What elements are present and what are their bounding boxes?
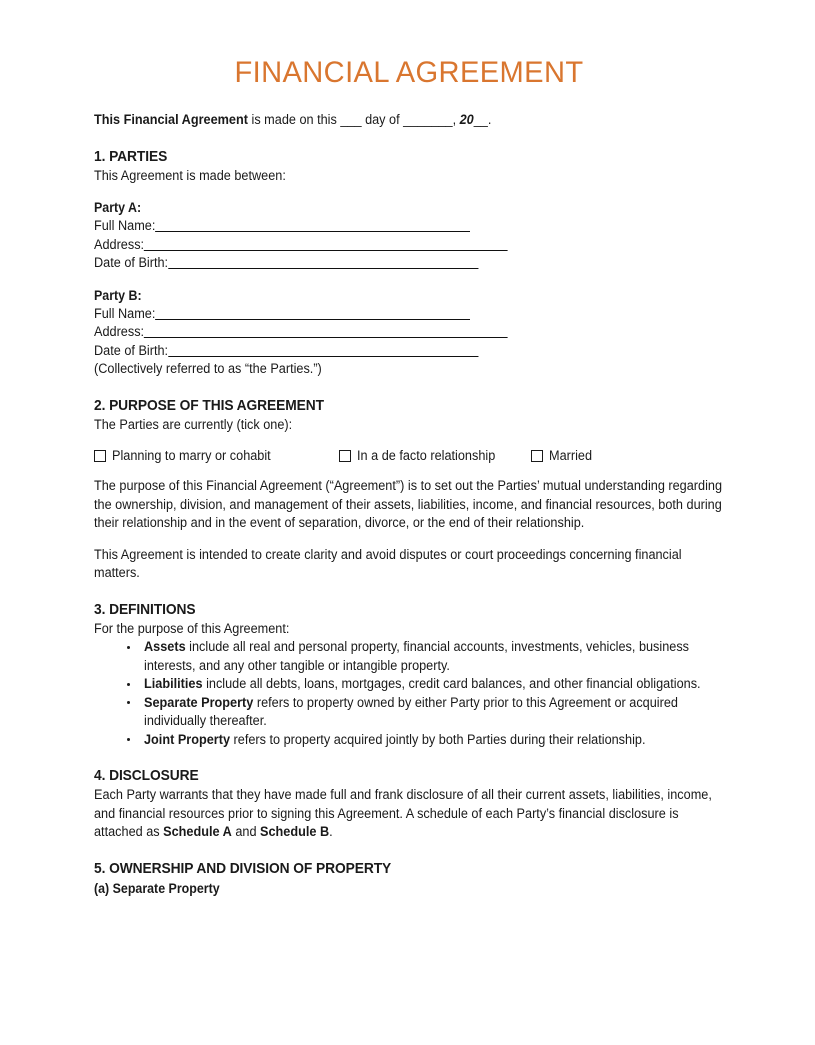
- checkbox-icon[interactable]: [339, 450, 351, 462]
- disclosure-text-2: and: [231, 824, 261, 839]
- definition-text: include all real and personal property, financial accounts, investments, vehicles, business interests, and any other tangible or intangible property.: [144, 639, 690, 673]
- purpose-lead: The Parties are currently (tick one):: [94, 416, 293, 432]
- party-a-full-name-label: Full Name:: [94, 218, 156, 233]
- schedule-b-reference: Schedule B: [260, 824, 330, 839]
- definition-text: refers to property acquired jointly by both Parties during their relationship.: [230, 731, 646, 747]
- party-b-address-field[interactable]: [94, 323, 724, 342]
- party-b-full-name-field[interactable]: [94, 305, 724, 324]
- party-b-dob-label: Date of Birth:: [94, 342, 169, 358]
- party-a-full-name-field[interactable]: [94, 217, 724, 236]
- definition-text: refers to property owned by either Party prior to this Agreement or acquired individually thereafter.: [144, 694, 678, 728]
- definitions-list: [94, 638, 724, 749]
- section-heading-disclosure: 4. DISCLOSURE: [94, 767, 199, 784]
- party-a-address-rule[interactable]: [144, 237, 508, 251]
- checkbox-option-de-facto[interactable]: [339, 447, 504, 466]
- purpose-paragraph-2: This Agreement is intended to create clarity and avoid disputes or court proceedings concerning financial matters.: [94, 546, 682, 580]
- party-b-label: Party B:: [94, 287, 142, 303]
- parties-lead: This Agreement is made between:: [94, 167, 286, 183]
- party-b-full-name-rule[interactable]: [155, 306, 470, 320]
- section-heading-definitions: 3. DEFINITIONS: [94, 600, 196, 618]
- schedule-a-reference: Schedule A: [163, 824, 232, 839]
- intro-bold-lead: This Financial Agreement: [94, 112, 248, 127]
- party-a-dob-label: Date of Birth:: [94, 255, 169, 270]
- list-item: [94, 638, 724, 675]
- party-b-address-label: Address:: [94, 324, 145, 339]
- checkbox-label: In a de facto relationship: [357, 448, 496, 463]
- list-item: [94, 731, 724, 750]
- checkbox-label: Planning to marry or cohabit: [112, 448, 271, 463]
- intro-rest-2: __.: [473, 112, 492, 127]
- relationship-status-options: [94, 447, 724, 469]
- definition-term: Liabilities: [144, 676, 203, 691]
- disclosure-text-1: Each Party warrants that they have made full and frank disclosure of all their current assets, liabilities, income, and financial resources prior to signing this Agreement. A schedule of each Party’s financial disclosure is attached as: [94, 787, 712, 839]
- party-a-address-field[interactable]: [94, 236, 724, 255]
- checkbox-option-planning-to-marry[interactable]: [94, 447, 281, 466]
- party-a-dob-field[interactable]: [94, 254, 724, 273]
- checkbox-option-married[interactable]: [531, 447, 595, 466]
- definition-text: include all debts, loans, mortgages, credit card balances, and other financial obligations.: [202, 676, 701, 691]
- disclosure-text-3: .: [329, 824, 333, 839]
- document-body: [94, 56, 724, 898]
- disclosure-paragraph: [94, 786, 724, 842]
- intro-year-prefix: 20: [459, 112, 474, 127]
- party-a-label: Party A:: [94, 200, 142, 215]
- checkbox-label: Married: [549, 448, 593, 463]
- definition-term: Separate Property: [144, 694, 254, 710]
- party-b-dob-rule[interactable]: [168, 343, 478, 357]
- list-item: [94, 675, 724, 694]
- party-a-address-label: Address:: [94, 236, 145, 252]
- definition-term: Assets: [144, 639, 186, 654]
- document-title: FINANCIAL AGREEMENT: [234, 56, 584, 89]
- parties-collective-note: (Collectively referred to as “the Parties.”): [94, 361, 322, 376]
- party-b-dob-field[interactable]: [94, 342, 724, 361]
- section-heading-purpose: 2. PURPOSE OF THIS AGREEMENT: [94, 396, 325, 414]
- party-a-full-name-rule[interactable]: [155, 218, 470, 232]
- ownership-subheading-separate-property: (a) Separate Property: [94, 880, 220, 896]
- list-item: [94, 694, 724, 731]
- definition-term: Joint Property: [144, 731, 231, 747]
- checkbox-icon[interactable]: [94, 450, 106, 462]
- section-heading-ownership: 5. OWNERSHIP AND DIVISION OF PROPERTY: [94, 859, 392, 877]
- intro-rest-1: is made on this ___ day of _______,: [247, 112, 460, 127]
- definitions-lead: For the purpose of this Agreement:: [94, 620, 290, 636]
- party-b-full-name-label: Full Name:: [94, 305, 156, 321]
- section-heading-parties: 1. PARTIES: [94, 147, 168, 165]
- purpose-paragraph-1: The purpose of this Financial Agreement (“Agreement”) is to set out the Parties’ mutual understanding regarding the ownership, division, and management of their assets, liabilities, income, and financial resources, both during their relationship and in the event of separation, divorce, or the end of their relationship.: [94, 478, 723, 530]
- agreement-intro-line: [94, 111, 724, 130]
- party-b-address-rule[interactable]: [144, 324, 508, 338]
- party-a-dob-rule[interactable]: [168, 255, 478, 269]
- checkbox-icon[interactable]: [531, 450, 543, 462]
